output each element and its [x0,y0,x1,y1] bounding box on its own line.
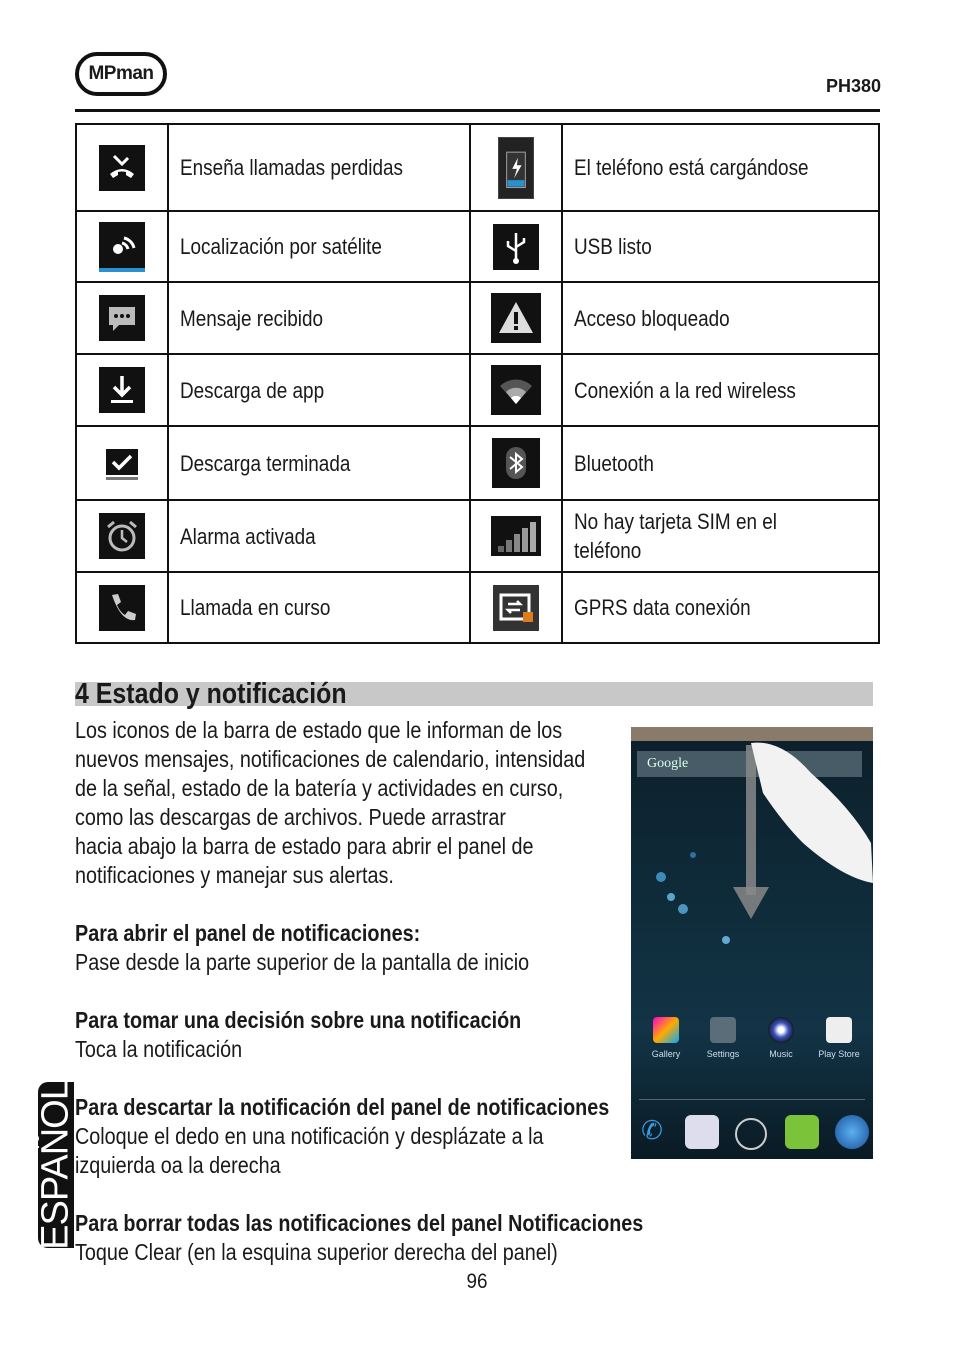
warning-icon [491,293,541,343]
app-gallery [641,1017,691,1059]
table-row [76,354,879,426]
table-label: Mensaje recibido [180,305,324,331]
table-row [76,572,879,643]
section-title: 4 Estado y notificación [75,678,347,710]
intro-line: de la señal, estado de la batería y actividades en curso, [75,775,564,801]
no-sim-signal-icon [491,516,541,556]
table-label: No hay tarjeta SIM en el teléfono [574,509,777,563]
page-number: 96 [466,1270,488,1293]
language-tab [34,1080,77,1250]
wifi-icon [491,365,541,415]
clear-heading: Para borrar todas las notificaciones del panel Notificaciones [75,1210,644,1236]
missed-call-icon [99,145,145,191]
dock-divider [639,1099,865,1100]
alarm-icon [99,513,145,559]
model-number: PH380 [825,76,881,96]
decide-text: Toca la notificación [75,1036,243,1062]
dismiss-heading: Para descartar la notificación del panel de notificaciones [75,1094,610,1120]
open-panel-heading: Para abrir el panel de notificaciones: [75,920,421,946]
table-label: Bluetooth [574,450,654,476]
status-icon-table [75,123,880,644]
table-label: Localización por satélite [180,234,382,259]
intro-line: Los iconos de la barra de estado que le informan de los [75,717,563,743]
phone-call-icon [99,585,145,631]
section-heading-bar [75,678,873,710]
intro-line: notificaciones y manejar sus alertas. [75,862,394,888]
table-label: Descarga terminada [180,450,351,476]
charging-battery-icon [498,137,534,199]
messaging-icon [785,1115,819,1149]
download-done-icon [99,440,145,486]
table-label: Alarma activada [180,523,316,549]
header-divider [75,109,880,112]
mpman-logo: MPman [75,52,167,96]
contacts-icon [685,1115,719,1149]
table-row [76,124,879,211]
table-label: El teléfono está cargándose [574,155,809,180]
usb-icon [493,224,539,270]
gprs-data-icon [493,585,539,631]
app-drawer-icon [735,1118,767,1150]
music-icon [768,1017,794,1043]
table-label: Acceso bloqueado [574,305,730,331]
app-settings [698,1017,748,1059]
table-label: GPRS data conexión [574,595,751,620]
table-label: Descarga de app [180,377,325,403]
download-icon [99,367,145,413]
clear-text: Toque Clear (en la esquina superior derecha del panel) [75,1239,558,1265]
settings-icon [710,1017,736,1043]
message-icon [99,295,145,341]
intro-line: hacia abajo la barra de estado para abrir el panel de [75,833,534,859]
swipe-gesture-icon [631,727,873,1159]
app-label: Gallery [651,1049,681,1059]
app-music [756,1017,806,1059]
app-label: Music [769,1049,793,1059]
table-label: Llamada en curso [180,595,331,620]
gallery-icon [653,1017,679,1043]
table-row [76,282,879,354]
dismiss-text: izquierda oa la derecha [75,1152,281,1178]
table-label: Enseña llamadas perdidas [180,155,403,180]
app-label: Settings [706,1049,740,1059]
decide-heading: Para tomar una decisión sobre una notificación [75,1007,522,1033]
open-panel-text: Pase desde la parte superior de la pantalla de inicio [75,949,530,975]
phone-icon: ✆ [641,1115,663,1145]
bluetooth-icon [492,438,540,488]
intro-line: nuevos mensajes, notificaciones de calendario, intensidad [75,746,586,772]
table-label: Conexión a la red wireless [574,377,796,403]
table-label: USB listo [574,234,652,259]
table-row [76,500,879,572]
browser-icon [835,1115,869,1149]
dismiss-text: Coloque el dedo en una notificación y desplázate a la [75,1123,544,1149]
table-row [76,426,879,500]
app-label: Play Store [818,1049,860,1059]
app-play-store [814,1017,864,1059]
intro-line: como las descargas de archivos. Puede arrastrar [75,804,506,830]
play-store-icon [826,1017,852,1043]
google-label: Google [647,756,689,771]
language-label: ESPAÑOL [34,1080,77,1250]
table-row [76,211,879,282]
gps-satellite-icon [99,222,145,272]
phone-screenshot [631,727,873,1159]
